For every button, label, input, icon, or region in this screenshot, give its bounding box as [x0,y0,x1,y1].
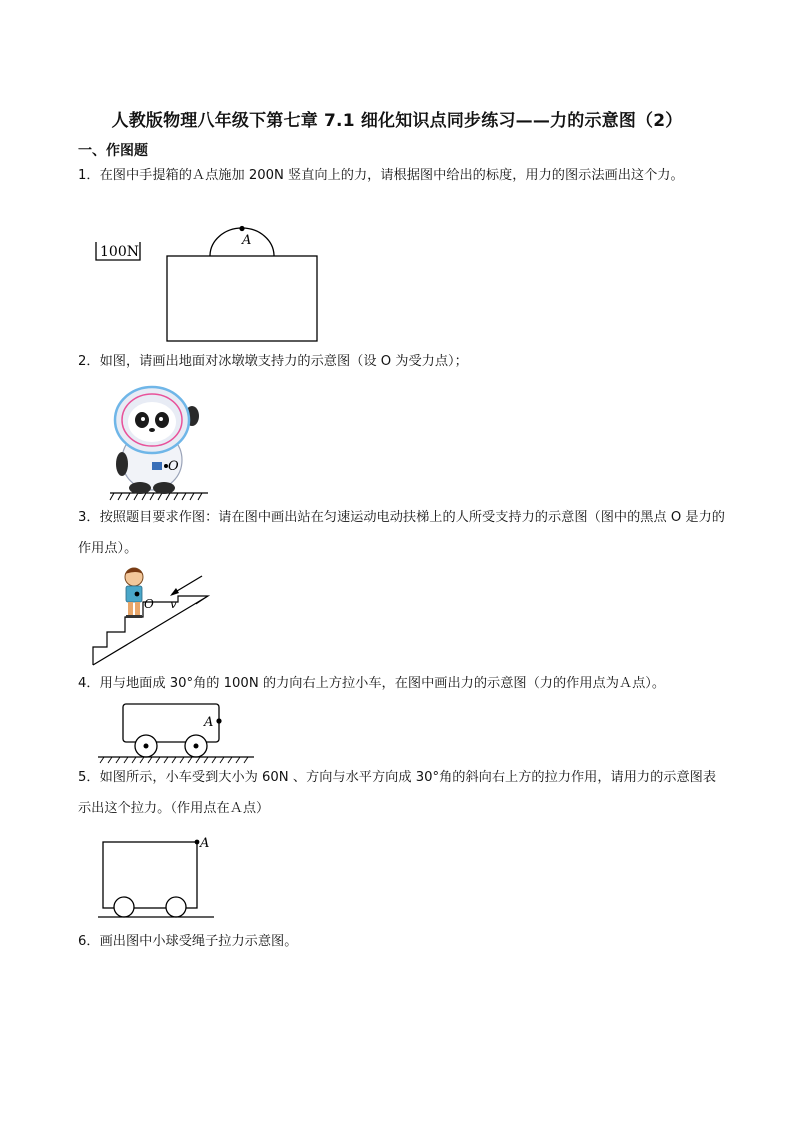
suitcase-body [167,256,317,341]
document-title: 人教版物理八年级下第七章 7.1 细化知识点同步练习——力的示意图（2） [111,111,683,131]
point-a-label: A [204,715,214,730]
scale-label: 100N [100,244,139,260]
point-o-label: O [168,459,179,474]
figure-3-escalator [92,562,214,668]
point-a-label: A [200,836,210,851]
point-a-dot [239,226,244,231]
point-o-dot [135,592,140,597]
section-heading: 一、作图题 [78,143,148,159]
point-a-dot [216,718,221,723]
figure-1-suitcase [88,220,328,345]
figure-4-cart [96,700,256,764]
ground-hatching [110,493,202,500]
cart-wheel-right [166,897,186,917]
figure-5-cart [96,834,220,920]
question-4: 4．用与地面成 30°角的 100N 的力向右上方拉小车，在图中画出力的示意图（力的作用点为Ａ点）。 [78,676,666,691]
figure-2-mascot [100,378,216,504]
point-a-dot [195,840,200,845]
cart-wheel-left [114,897,134,917]
question-5: 5．如图所示，小车受到大小为 60N 、方向与水平方向成 30°角的斜向右上方的拉力作用，请用力的示意图表示出这个拉力。（作用点在Ａ点） [78,770,717,816]
cart-body [103,842,197,908]
velocity-label: v [170,597,177,611]
question-3: 3．按照题目要求作图：请在图中画出站在匀速运动电动扶梯上的人所受支持力的示意图（图中的黑点 O 是力的作用点）。 [78,510,725,556]
question-1: 1．在图中手提箱的Ａ点施加 200N 竖直向上的力，请根据图中给出的标度，用力的图示法画出这个力。 [78,168,684,183]
point-a-label: A [242,233,252,248]
point-o-label: O [144,597,154,611]
question-2: 2．如图，请画出地面对冰墩墩支持力的示意图（设 O 为受力点）； [78,354,468,369]
person-drawing [125,568,143,618]
mascot-drawing [115,387,199,494]
question-6: 6．画出图中小球受绳子拉力示意图。 [78,934,298,949]
